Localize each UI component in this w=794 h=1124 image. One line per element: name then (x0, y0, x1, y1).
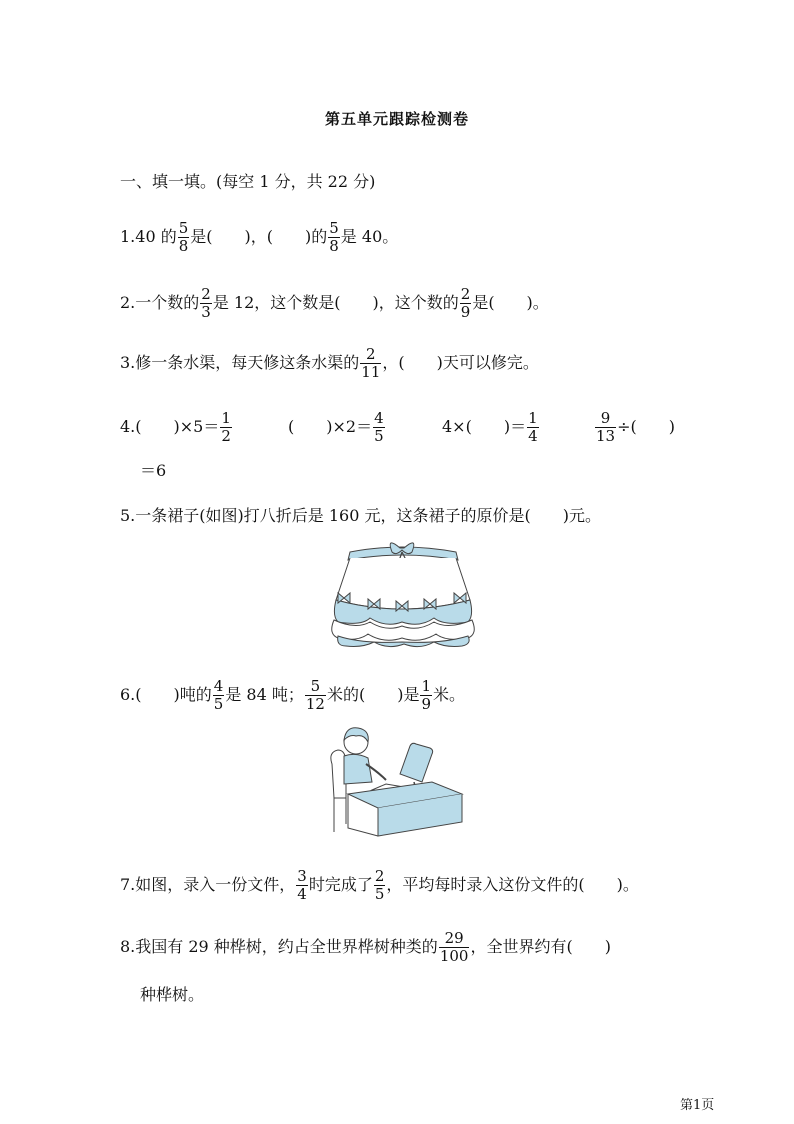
page-number: 第1页 (680, 1098, 715, 1113)
q1-fraction-2: $\frac{5}{8}$ (329, 219, 339, 255)
question-5: 5.一条裙子(如图)打八折后是 160 元，这条裙子的原价是( )元。 (120, 506, 601, 525)
q7-text-a: 7.如图，录入一份文件， (120, 875, 296, 894)
q4-fraction-2: $\frac{4}{5}$ (374, 409, 384, 445)
q3-text-b: ，( )天可以修完。 (382, 353, 539, 372)
q3-text-a: 3.修一条水渠，每天修这条水渠的 (120, 353, 360, 372)
q8-text-a: 8.我国有 29 种桦树，约占全世界桦树种类的 (120, 937, 438, 956)
q8-fraction: $\frac{29}{100}$ (439, 929, 469, 965)
q1-text-c: 是 40。 (340, 227, 399, 246)
q6-text-c: 米的( )是 (326, 685, 420, 704)
skirt-illustration (322, 538, 482, 650)
q7-fraction-1: $\frac{3}{4}$ (297, 867, 307, 903)
q4-expr-2: ( )×2＝ (288, 417, 373, 436)
q7-text-b: 时完成了 (308, 875, 373, 894)
q4-continuation: ＝6 (140, 461, 167, 480)
q8-continuation: 种桦树。 (140, 985, 205, 1004)
q1-fraction-1: $\frac{5}{8}$ (178, 219, 189, 255)
q7-fraction-2: $\frac{2}{5}$ (374, 867, 385, 903)
q1-text-b: 是( )，( )的 (190, 227, 328, 246)
question-4-part-3 (442, 410, 540, 445)
q4-fraction-4: $\frac{9}{13}$ (596, 409, 616, 445)
q1-text-a: 1.40 的 (120, 227, 177, 246)
q2-text-c: 是( )。 (472, 293, 549, 312)
q4-expr-3: 4×( )＝ (442, 417, 527, 436)
question-6 (120, 678, 465, 713)
q8-text-b: ，全世界约有( ) (470, 937, 611, 956)
q4-fraction-3: $\frac{1}{4}$ (528, 409, 538, 445)
q6-fraction-2: $\frac{5}{12}$ (305, 677, 325, 713)
question-4-part-2 (288, 410, 386, 445)
section-heading: 一、填一填。(每空 1 分，共 22 分) (120, 172, 376, 191)
q4-fraction-1: $\frac{1}{2}$ (221, 409, 231, 445)
q4-expr-1: 4.( )×5＝ (120, 417, 220, 436)
q6-text-a: 6.( )吨的 (120, 685, 212, 704)
q6-text-b: 是 84 吨； (225, 685, 304, 704)
q2-fraction-2: $\frac{2}{9}$ (460, 285, 471, 321)
boy-computer-illustration (326, 724, 464, 840)
q2-text-b: 是 12，这个数是( )，这个数的 (212, 293, 459, 312)
q2-fraction-1: $\frac{2}{3}$ (201, 285, 211, 321)
q6-text-d: 米。 (433, 685, 466, 704)
page-title: 第五单元跟踪检测卷 (324, 110, 469, 128)
question-4-part-4 (594, 410, 675, 445)
question-7 (120, 868, 639, 903)
question-4 (120, 410, 233, 445)
question-2 (120, 286, 549, 321)
q7-text-c: ，平均每时录入这份文件的( )。 (386, 875, 639, 894)
q2-text-a: 2.一个数的 (120, 293, 200, 312)
question-8 (120, 930, 611, 965)
q3-fraction: $\frac{2}{11}$ (361, 345, 381, 381)
q4-expr-4: ÷( ) (617, 417, 675, 436)
q6-fraction-3: $\frac{1}{9}$ (421, 677, 431, 713)
q6-fraction-1: $\frac{4}{5}$ (213, 677, 224, 713)
question-1 (120, 220, 398, 255)
question-3 (120, 346, 539, 381)
